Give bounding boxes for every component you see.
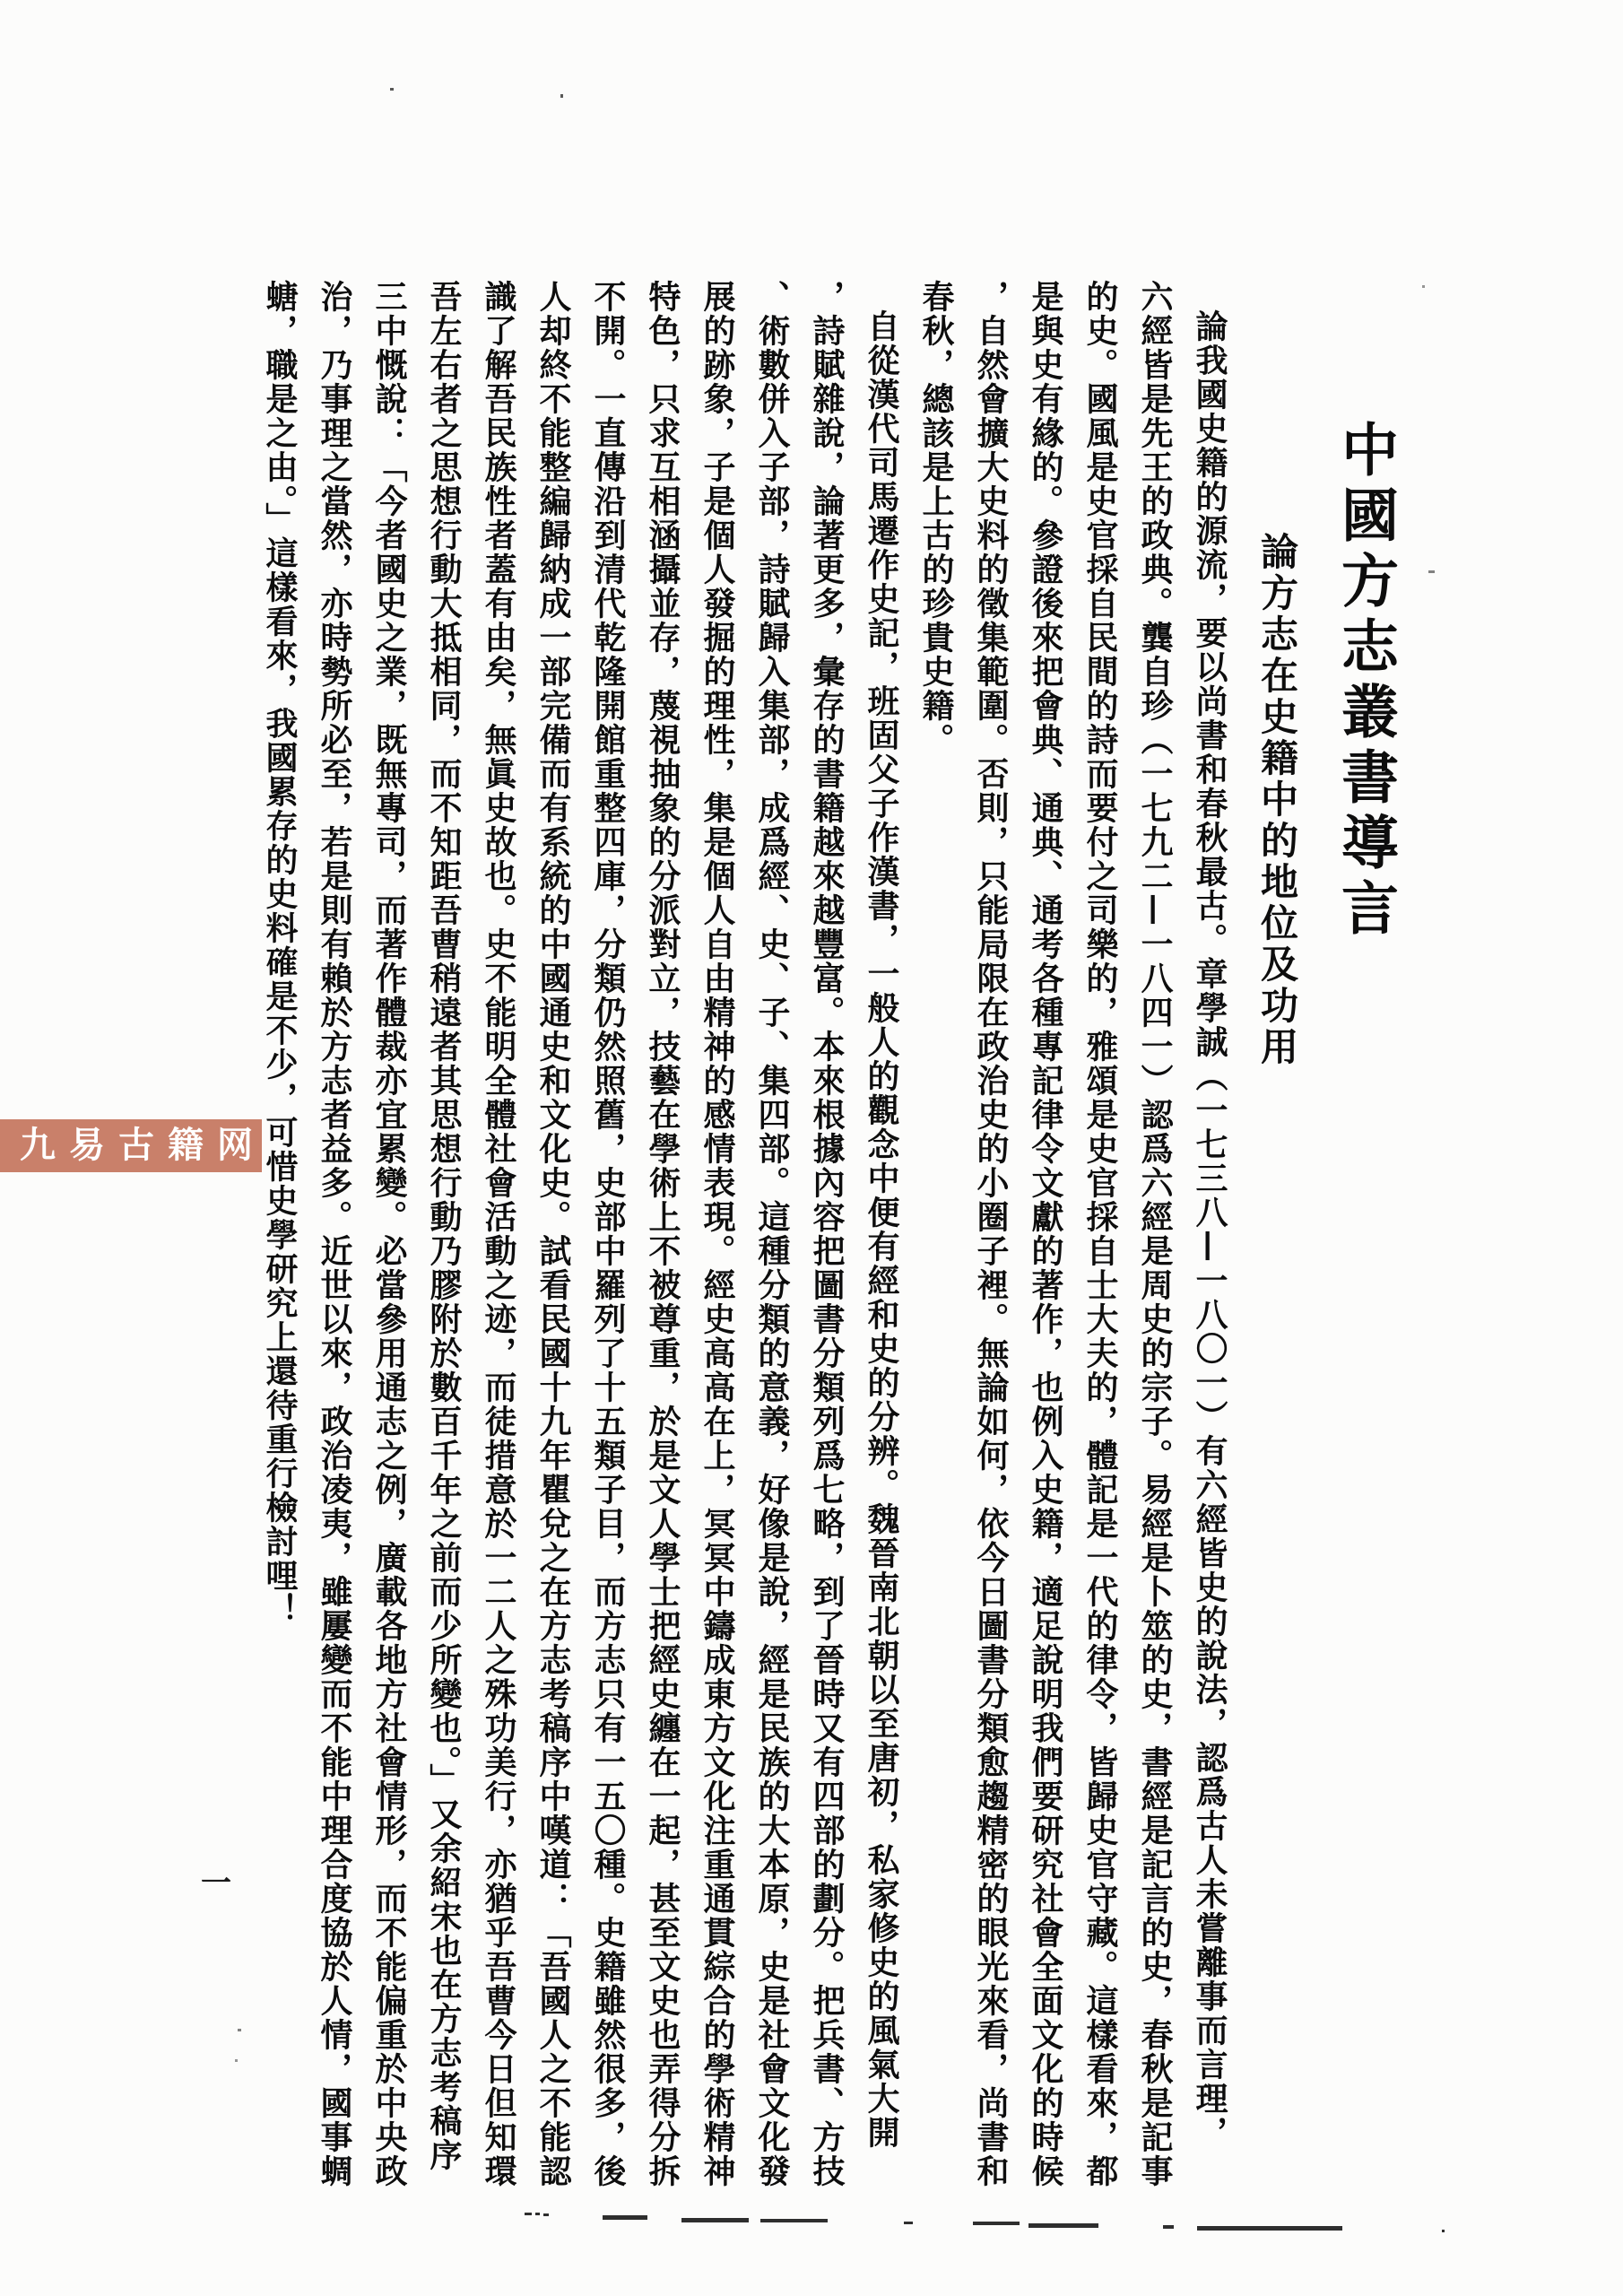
text-block <box>241 280 1399 2208</box>
text-column: 的史。國風是史官採自民間的詩而要付之司樂的，雅頌是史官採自士大夫的，體記是一代的律令，皆歸史官守藏。這樣看來，都 <box>1081 280 1119 2188</box>
text-column: 吾左右者之思想行動大抵相同，而不知距吾曹稍遠者其思想行動乃膠附於數百千年之前而少所變也。」又余紹宋也在方志考稿序 <box>425 280 463 2172</box>
text-column: 識了解吾民族性者蓋有由矣，無眞史故也。史不能明全體社會活動之迹，而徒措意於一二人之殊功美行，亦猶乎吾曹今日但知環 <box>480 280 517 2188</box>
scan-artifact <box>535 2213 540 2215</box>
text-column: 、術數併入子部，詩賦歸入集部，成爲經、史、子、集四部。這種分類的意義，好像是說，經是民族的大本原，史是社會文化發 <box>753 280 791 2188</box>
text-column: 治，乃事理之當然，亦時勢所必至，若是則有賴於方志者益多。近世以來，政治凌夷，雖屢變而不能中理合度協於人情，國事蜩 <box>316 280 353 2188</box>
text-column: 展的跡象，子是個人發掘的理性，集是個人自由精神的感情表現。經史高高在上，冥冥中鑄成東方文化注重通貫綜合的學術精神 <box>699 280 736 2188</box>
scan-artifact <box>390 88 394 91</box>
scan-artifact <box>543 2213 549 2216</box>
scan-artifact <box>560 94 563 98</box>
text-column: 是與史有緣的。參證後來把會典、通典、通考各種專記律令文獻的著作，也例入史籍，適足說明我們要研究社會全面文化的時候 <box>1027 280 1064 2188</box>
text-column: 人却終不能整編歸納成一部完備而有系統的中國通史和文化史。試看民國十九年瞿兌之在方志考稿序中嘆道：「吾國人之不能認 <box>534 280 572 2188</box>
scan-artifact <box>1028 2223 1098 2228</box>
text-column: 螗，職是之由。」這樣看來，我國累存的史料確是不少，可惜史學研究上還待重行檢討哩！ <box>261 280 299 1627</box>
scan-artifact <box>904 2222 913 2224</box>
text-column: 論我國史籍的源流，要以尚書和春秋最古。章學誠（一七三八—一八〇一）有六經皆史的說法，認爲古人未嘗離事而言理， <box>1191 309 1228 2150</box>
text-column: 春秋，總該是上古的珍貴史籍。 <box>917 280 955 757</box>
text-column: ，詩賦雜說，論著更多，彙存的書籍越來越豐富。本來根據內容把圖書分類列爲七略，到了晉時又有四部的劃分。把兵書、方技 <box>808 280 846 2188</box>
scan-artifact <box>1428 570 1435 573</box>
text-column: ，自然會擴大史料的徵集範圍。否則，只能局限在政治史的小圈子裡。無論如何，依今日圖書分類愈趨精密的眼光來看，尚書和 <box>972 280 1010 2188</box>
scan-artifact <box>760 2219 828 2222</box>
scan-artifact <box>1422 285 1425 288</box>
page-title: 中國方志叢書導言 <box>1332 420 1399 944</box>
scan-artifact <box>603 2215 647 2220</box>
scan-artifact <box>235 2059 238 2062</box>
scan-artifact <box>1163 2225 1174 2229</box>
page-number: 一 <box>201 1866 231 1901</box>
watermark-text: 九易古籍网 <box>20 1125 266 1166</box>
scan-artifact <box>681 2218 749 2222</box>
text-column: 不開。一直傳沿到清代乾隆開館重整四庫，分類仍然照舊，史部中羅列了十五類子目，而方志只有一五〇種。史籍雖然很多，後 <box>589 280 627 2188</box>
scan-artifact <box>525 2213 532 2215</box>
scan-artifact <box>1197 2226 1342 2231</box>
text-column: 六經皆是先王的政典。龔自珍（一七九二—一八四一）認爲六經是周史的宗子。易經是卜筮的史，書經是記言的史，春秋是記事 <box>1136 280 1174 2188</box>
scan-artifact <box>1442 2230 1445 2232</box>
section-subtitle: 論方志在史籍中的地位及功用 <box>1255 532 1299 1068</box>
text-column: 三中慨說：「今者國史之業，既無專司，而著作體裁亦宜累變。必當參用通志之例，廣載各地方社會情形，而不能偏重於中央政 <box>370 280 408 2188</box>
scan-artifact <box>973 2222 1020 2225</box>
text-column: 自從漢代司馬遷作史記，班固父子作漢書，一般人的觀念中便有經和史的分辨。魏晉南北朝以至唐初，私家修史的風氣大開 <box>863 309 900 2150</box>
text-column: 特色，只求互相涵攝並存，蔑視抽象的分派對立，技藝在學術上不被尊重，於是文人學士把經史纏在一起，甚至文史也弄得分拆 <box>644 280 681 2188</box>
watermark-banner <box>0 1119 266 1172</box>
